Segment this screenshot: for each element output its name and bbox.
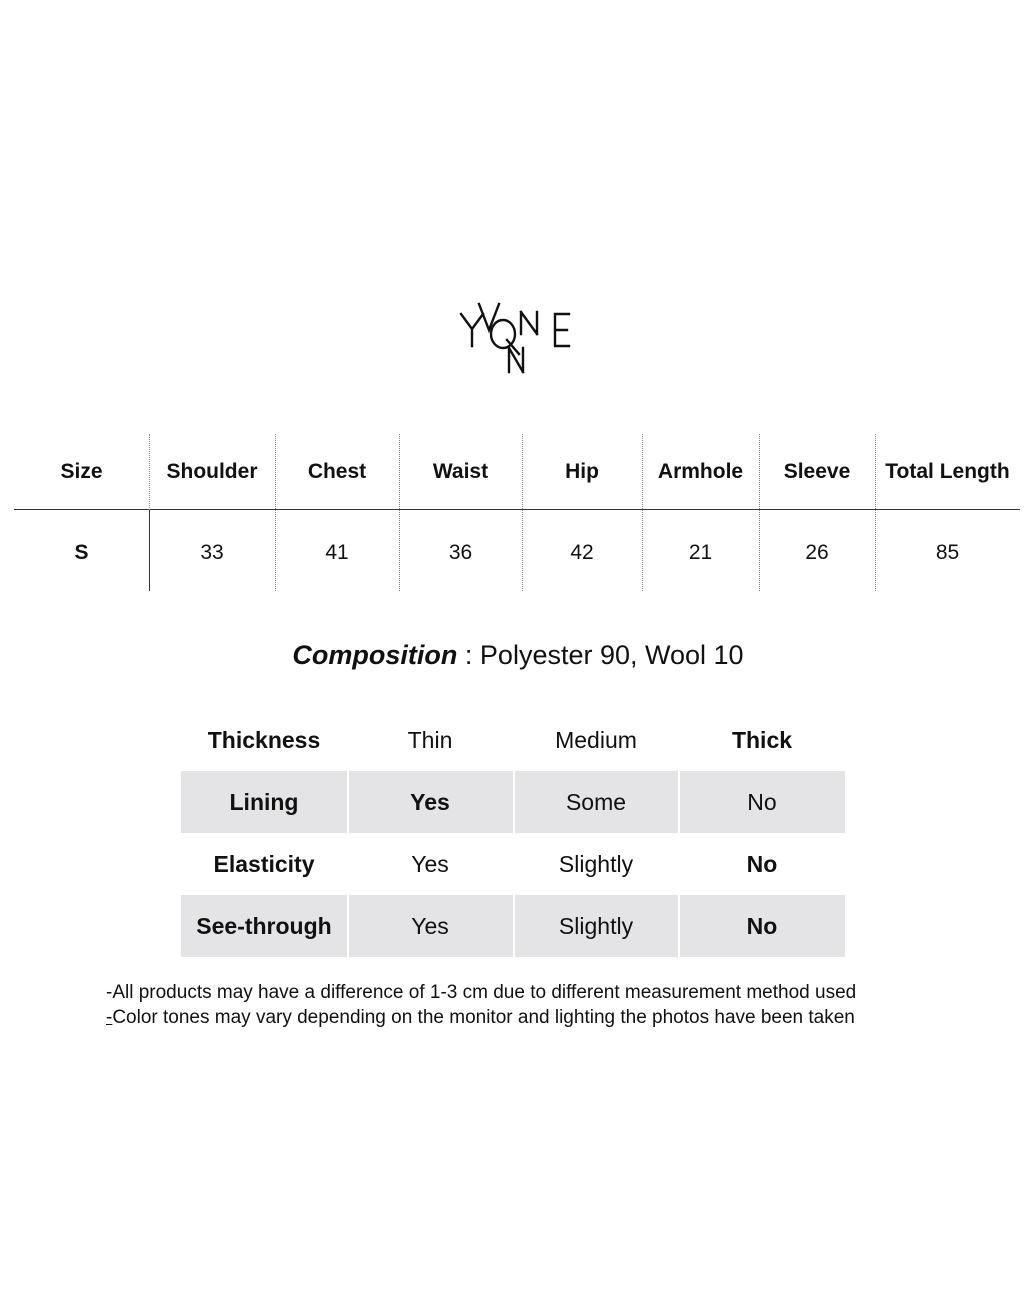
fabric-row-thickness: [181, 709, 845, 771]
cell-divider: [513, 771, 515, 833]
header-sleeve: Sleeve: [783, 460, 851, 483]
fabric-label: Thickness: [207, 726, 321, 753]
fabric-option: Some: [565, 788, 627, 815]
cell-divider: [678, 771, 680, 833]
cell-divider: [347, 895, 349, 957]
composition-line: [0, 640, 1036, 671]
composition-separator: :: [457, 640, 480, 670]
header-size: Size: [60, 460, 103, 483]
column-divider: [642, 434, 643, 591]
note-color-prefix: -: [106, 1007, 113, 1028]
fabric-option-selected: Thick: [731, 726, 793, 753]
fabric-label: See-through: [196, 912, 332, 939]
fabric-option: Medium: [555, 726, 637, 753]
cell-hip: 42: [570, 540, 594, 564]
cell-divider: [347, 771, 349, 833]
fabric-option-selected: No: [746, 850, 778, 877]
column-divider: [759, 434, 760, 591]
fabric-label: Lining: [229, 788, 299, 815]
cell-divider: [678, 895, 680, 957]
header-total-length: Total Length: [885, 460, 1010, 483]
column-divider: [522, 434, 523, 591]
fabric-option: Slightly: [558, 850, 634, 877]
column-divider: [275, 434, 276, 591]
note-color: [106, 1005, 936, 1030]
fabric-option: Thin: [407, 726, 453, 753]
brand-logo-mark: [455, 300, 580, 375]
size-chart-row-s: [14, 510, 1020, 591]
fabric-option: Yes: [411, 850, 449, 877]
size-chart-header-row: [14, 434, 1020, 510]
cell-sleeve: 26: [805, 540, 829, 564]
fabric-option-selected: No: [746, 912, 778, 939]
cell-shoulder: 33: [200, 540, 224, 564]
cell-chest: 41: [325, 540, 349, 564]
fabric-option: Slightly: [558, 912, 634, 939]
size-chart-table: [14, 434, 1020, 591]
header-waist: Waist: [432, 460, 489, 483]
column-divider: [149, 510, 150, 591]
cell-divider: [513, 895, 515, 957]
fabric-option-selected: Yes: [410, 788, 450, 815]
composition-value: Polyester 90, Wool 10: [479, 640, 744, 670]
note-color-text: Color tones may vary depending on the monitor and lighting the photos have been taken: [112, 1007, 855, 1028]
fabric-row-elasticity: [181, 833, 845, 895]
fabric-properties-table: [181, 709, 845, 957]
fabric-row-see-through: [181, 895, 845, 957]
header-hip: Hip: [565, 460, 599, 483]
column-divider: [149, 434, 150, 510]
header-chest: Chest: [307, 460, 367, 483]
fabric-row-lining: [181, 771, 845, 833]
fabric-option: Yes: [411, 912, 449, 939]
column-divider: [399, 434, 400, 591]
cell-size: S: [74, 540, 89, 564]
fabric-label: Elasticity: [213, 850, 315, 877]
composition-label: Composition: [292, 640, 458, 670]
cell-armhole: 21: [688, 540, 713, 564]
fabric-option: No: [747, 788, 777, 815]
cell-waist: 36: [448, 540, 473, 564]
header-shoulder: Shoulder: [166, 460, 258, 483]
column-divider: [875, 434, 876, 591]
header-armhole: Armhole: [657, 460, 744, 483]
cell-total-length: 85: [935, 540, 960, 564]
note-measurement: -All products may have a difference of 1-3 cm due to different measurement method used: [106, 982, 857, 1003]
disclaimer-notes: [106, 980, 936, 1030]
brand-logo: [455, 300, 580, 375]
